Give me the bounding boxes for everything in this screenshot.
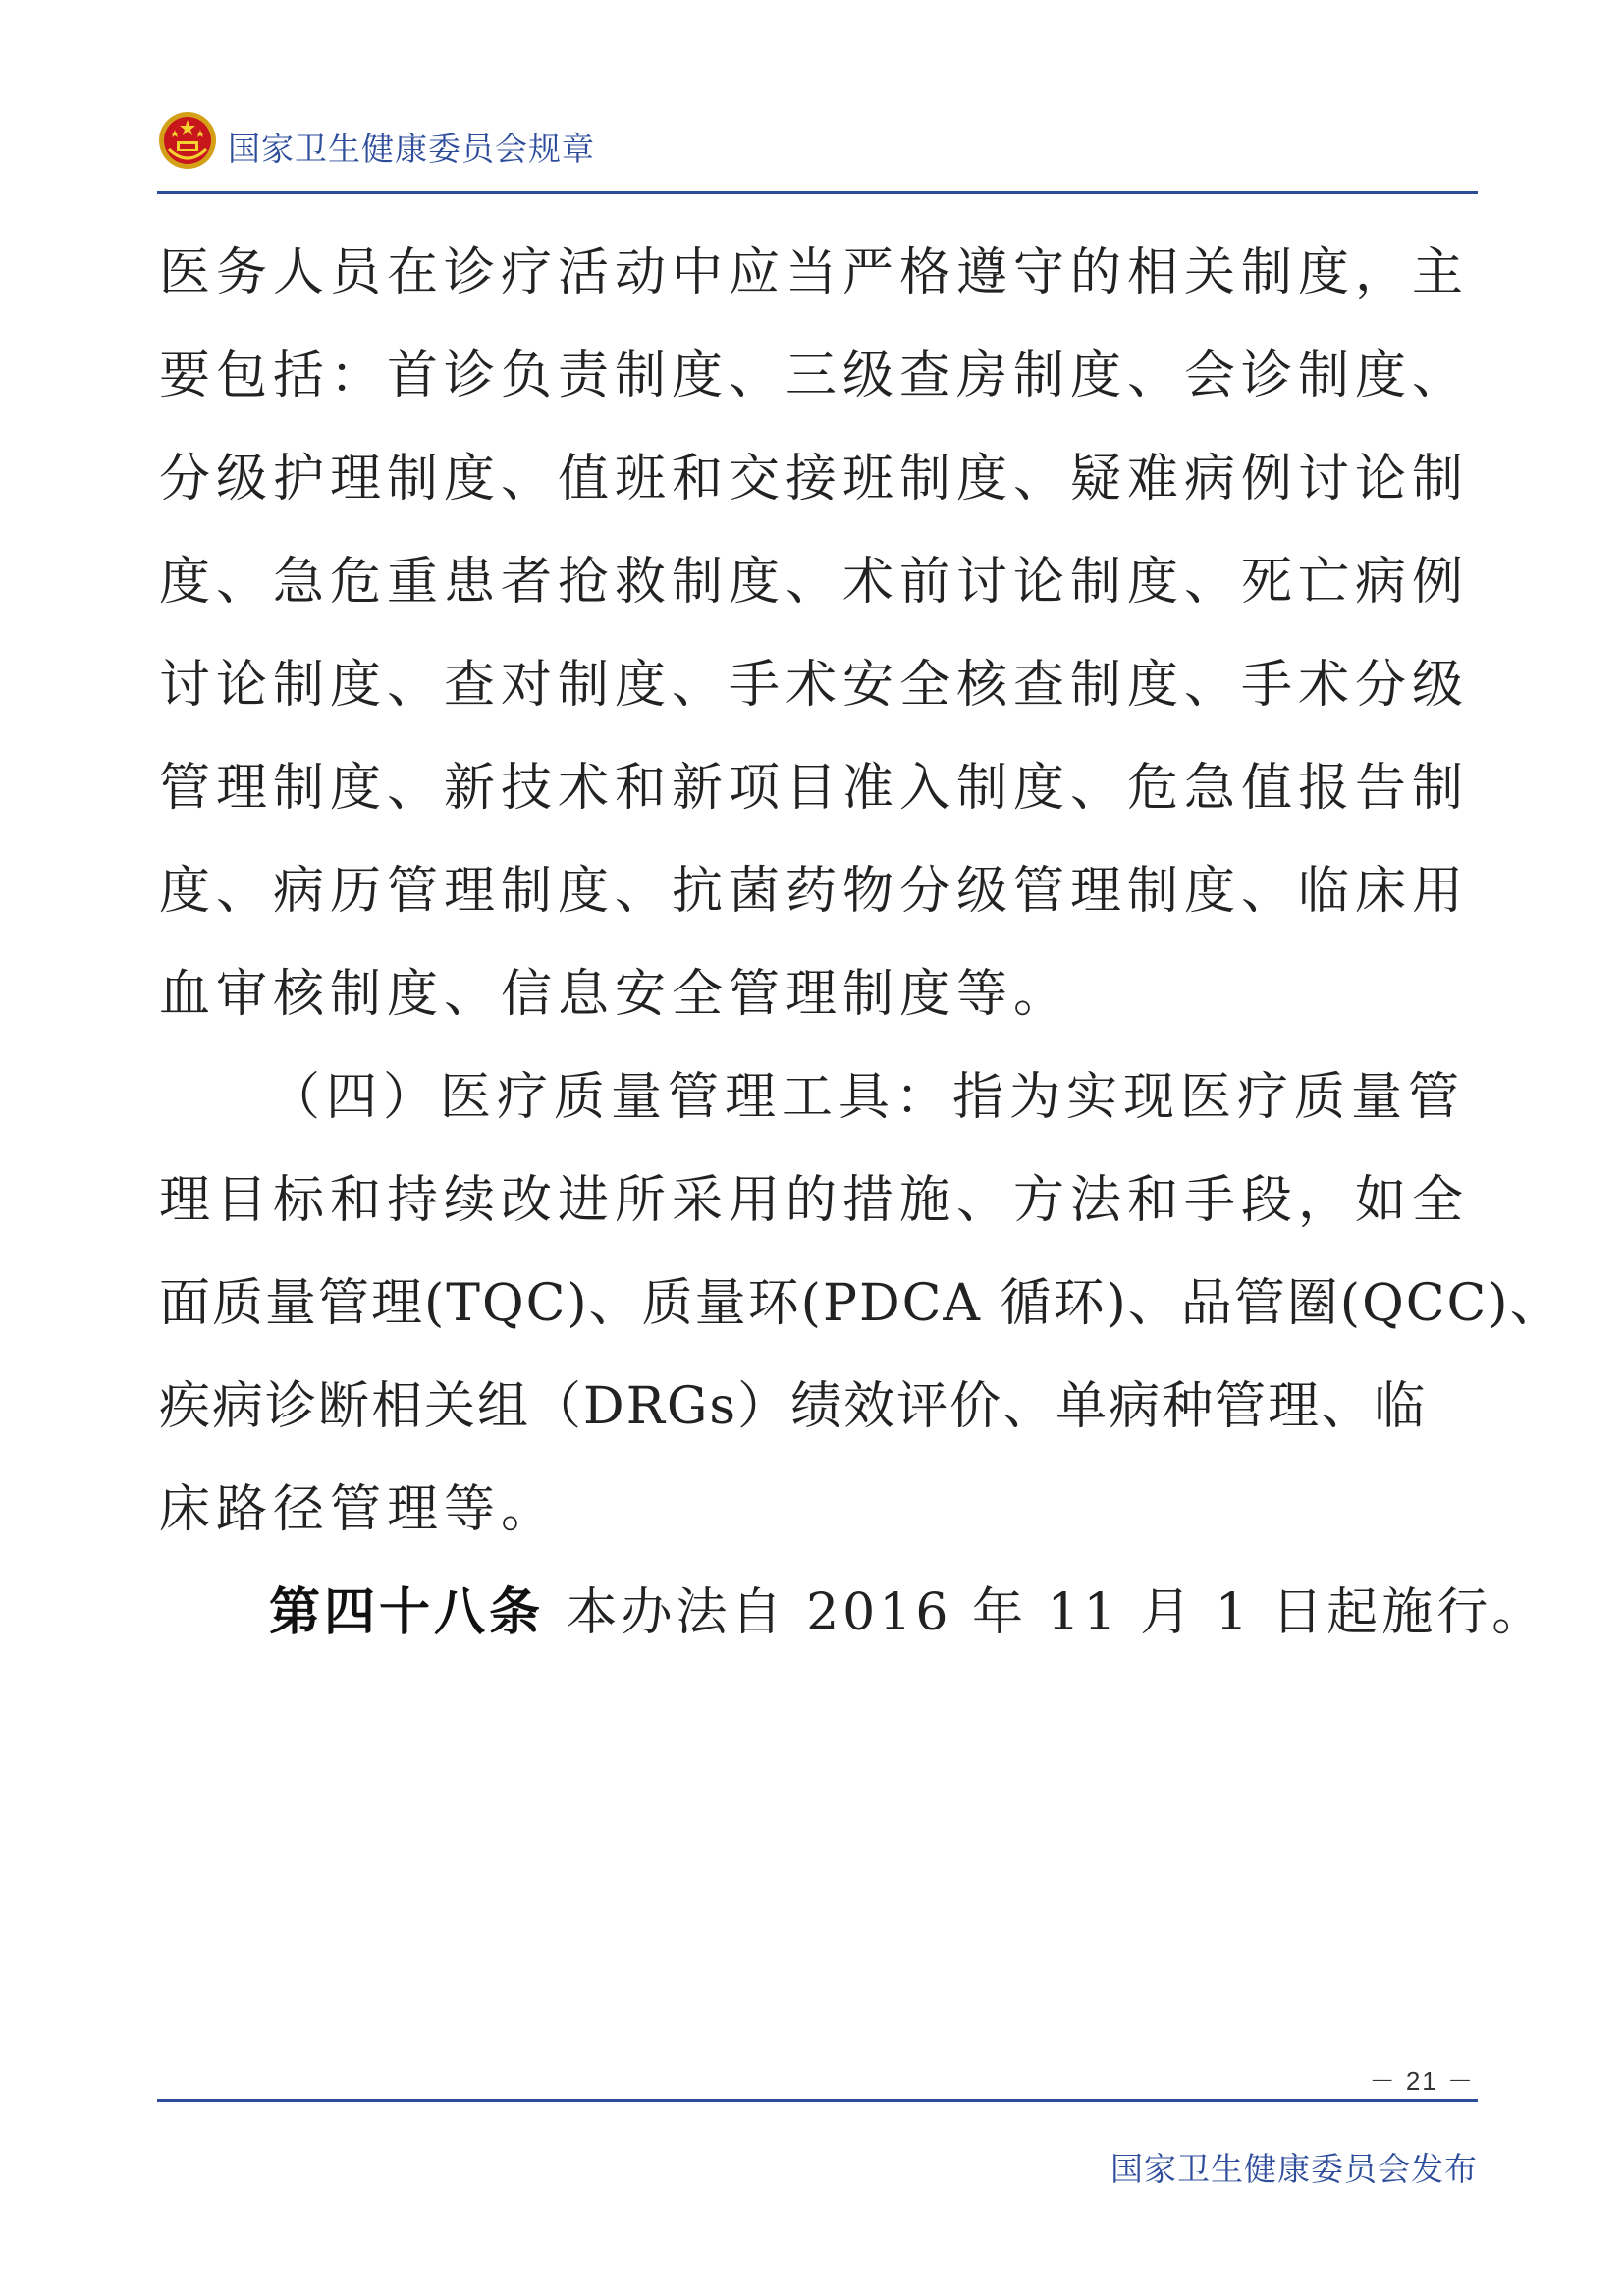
- text-line: 讨论制度、查对制度、手术安全核查制度、手术分级: [159, 656, 1470, 715]
- national-emblem-icon: [157, 110, 218, 171]
- text-line: 床路径管理等。: [159, 1480, 559, 1539]
- footer-divider: [157, 2099, 1478, 2102]
- article-text: 本办法自 2016 年 11 月 1 日起施行。: [566, 1583, 1547, 1642]
- paragraph-regulations: [159, 222, 1480, 1046]
- text-line: 理目标和持续改进所采用的措施、方法和手段，如全: [159, 1171, 1470, 1230]
- page-header: [157, 110, 1477, 179]
- text-line: 面质量管理(TQC)、质量环(PDCA 循环)、品管圈(QCC)、: [159, 1274, 1563, 1333]
- text-line: 管理制度、新技术和新项目准入制度、危急值报告制: [159, 759, 1470, 818]
- text-line: （四）医疗质量管理工具：指为实现医疗质量管: [269, 1068, 1466, 1127]
- text-line: 度、急危重患者抢救制度、术前讨论制度、死亡病例: [159, 553, 1470, 612]
- text-line: 度、病历管理制度、抗菌药物分级管理制度、临床用: [159, 862, 1470, 921]
- header-divider: [157, 191, 1478, 194]
- article-48: [159, 1562, 1547, 1665]
- footer-publisher: 国家卫生健康委员会发布: [1110, 2151, 1478, 2187]
- document-body: [159, 222, 1563, 1665]
- paragraph-quality-tools: [159, 1046, 1563, 1562]
- header-title: 国家卫生健康委员会规章: [228, 131, 595, 167]
- text-line: 要包括：首诊负责制度、三级查房制度、会诊制度、: [159, 347, 1470, 405]
- text-line: 分级护理制度、值班和交接班制度、疑难病例讨论制: [159, 450, 1470, 508]
- text-line: 疾病诊断相关组（DRGs）绩效评价、单病种管理、临: [159, 1377, 1428, 1436]
- text-line: 血审核制度、信息安全管理制度等。: [159, 965, 1071, 1024]
- article-label: 第四十八条: [269, 1584, 545, 1641]
- text-line: 医务人员在诊疗活动中应当严格遵守的相关制度，主: [159, 243, 1470, 302]
- page-number: － 21 －: [1369, 2066, 1475, 2096]
